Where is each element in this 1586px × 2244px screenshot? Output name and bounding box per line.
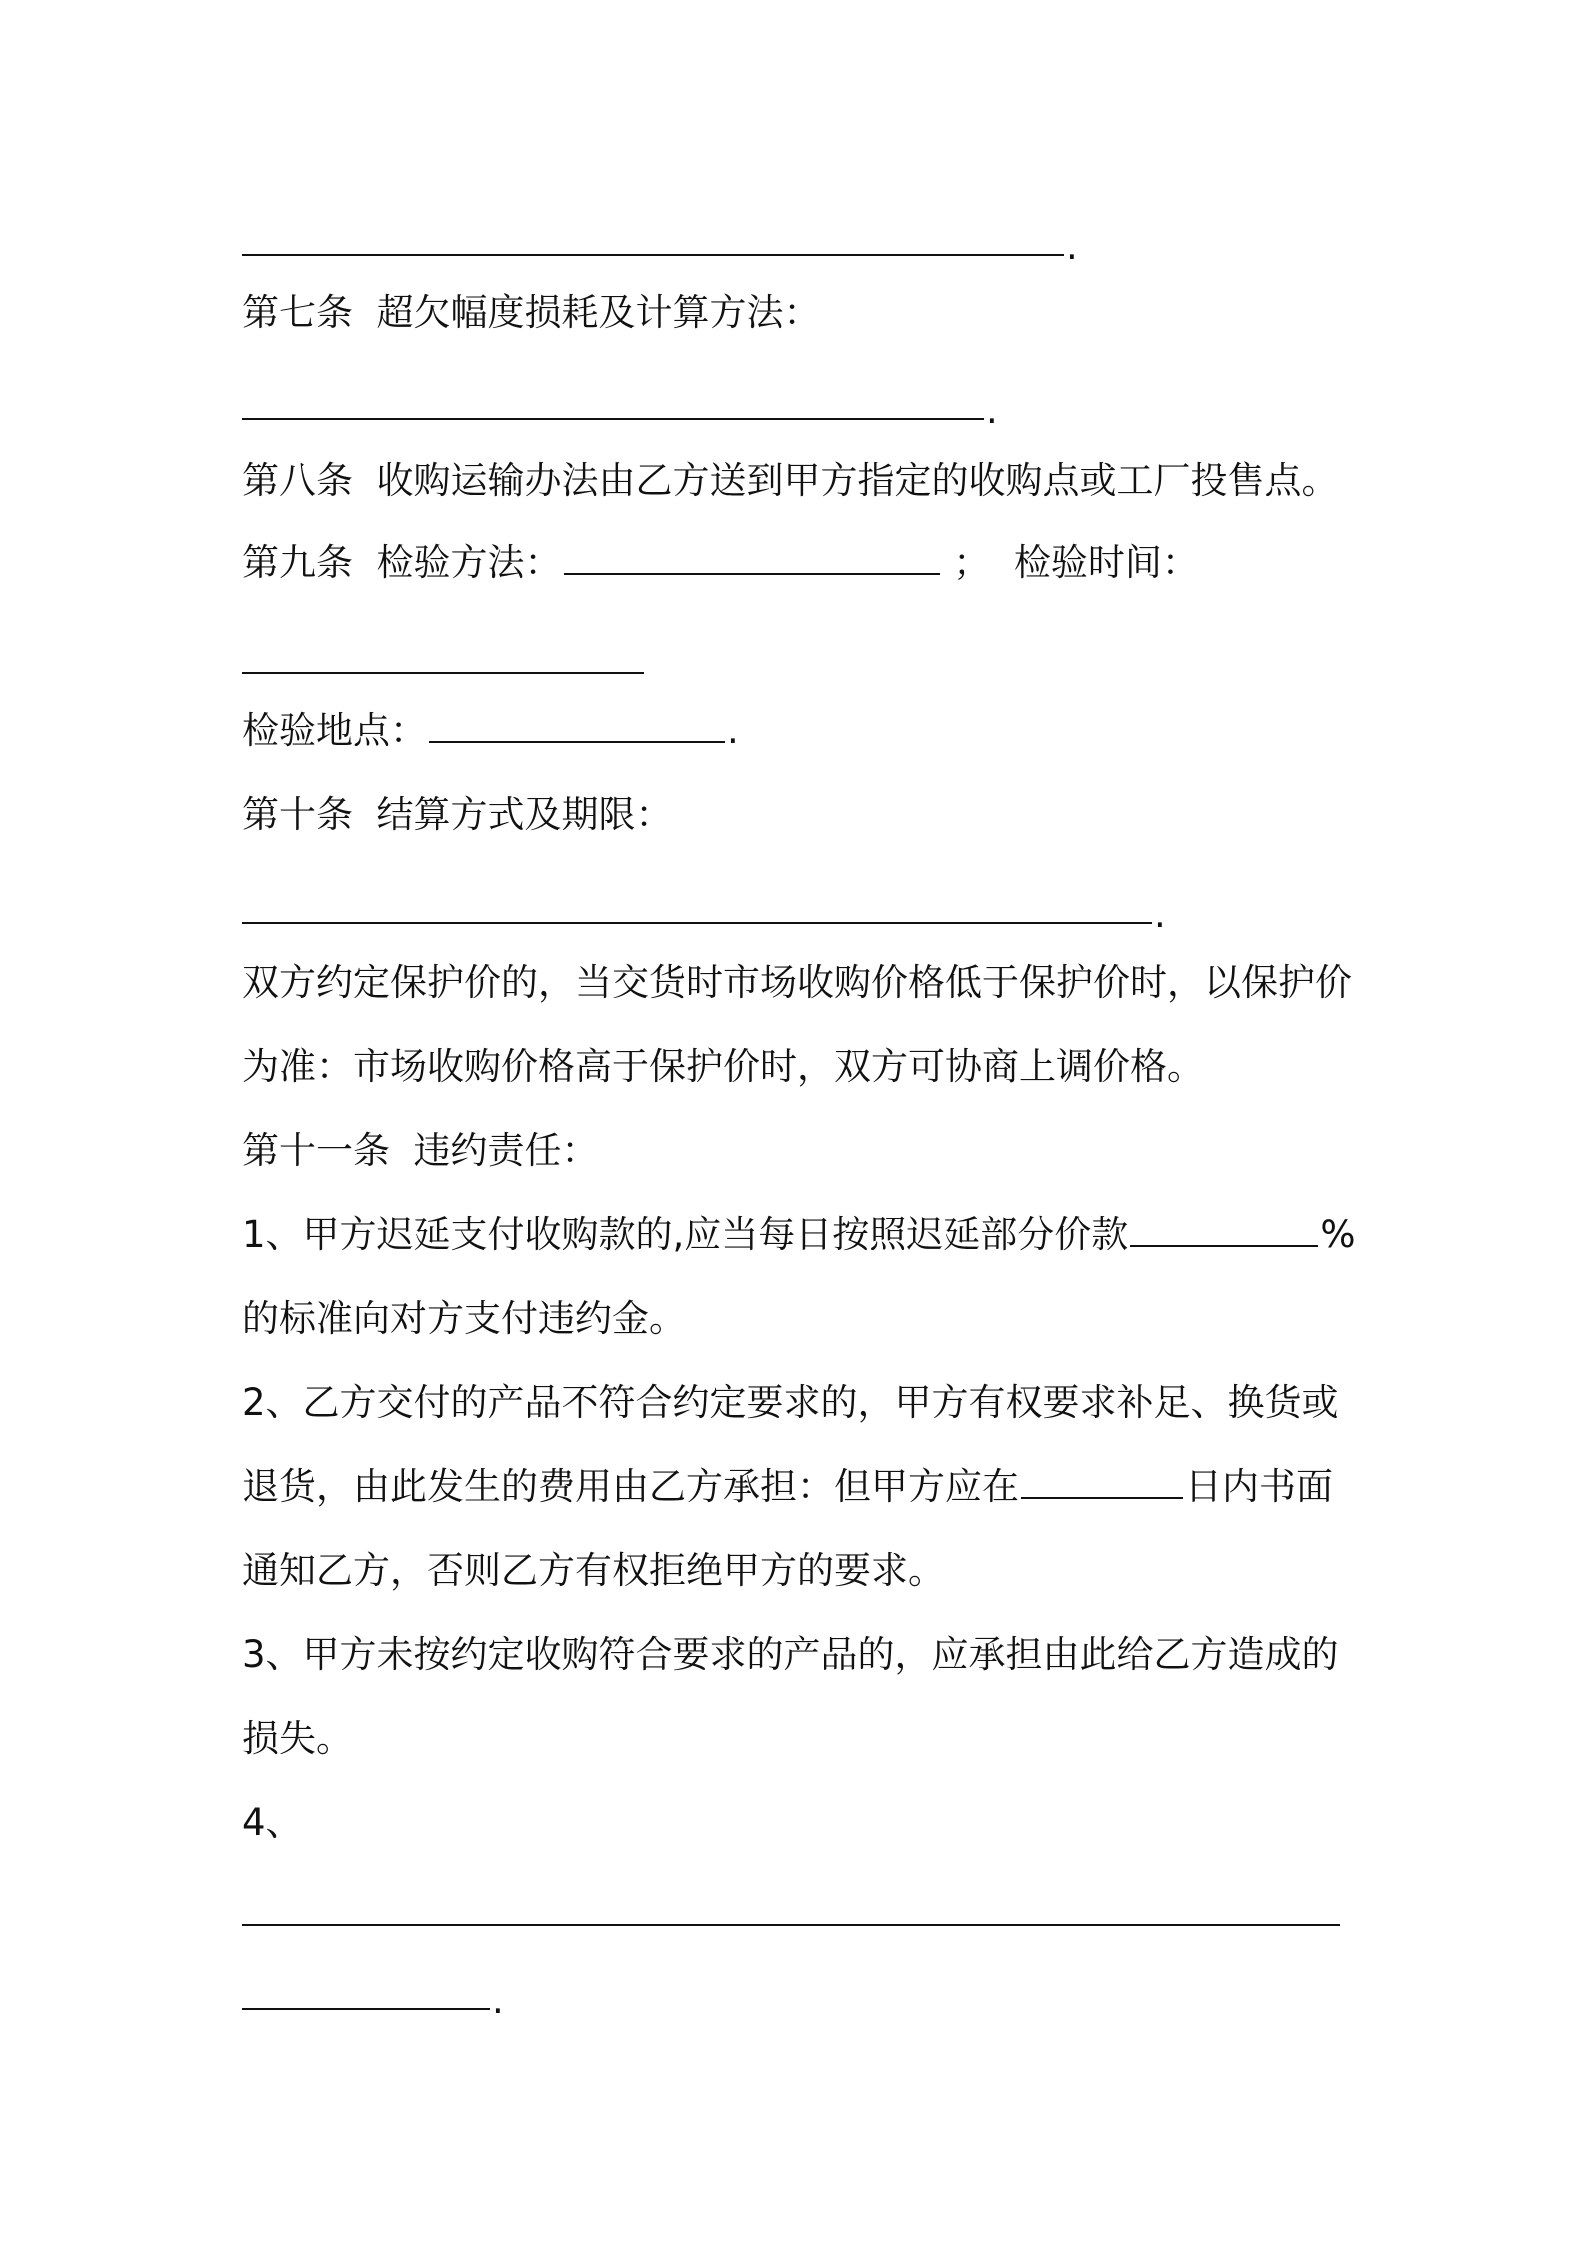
clause-3-text-2: 损失。 — [242, 1717, 353, 1760]
protection-price-line-2 — [242, 1042, 1204, 1092]
inspection-place — [242, 706, 739, 756]
inspection-time-blank — [242, 672, 644, 674]
clause-1-text-2: 的标准向对方支付违约金。 — [242, 1297, 686, 1340]
article-9-label: 第九条 — [242, 541, 353, 584]
inspection-place-label: 检验地点： — [242, 709, 427, 752]
inspection-method-blank — [564, 543, 940, 575]
clause-3-line-2 — [242, 1714, 353, 1764]
penalty-rate-blank — [1130, 1215, 1318, 1247]
clause-1-line-2 — [242, 1294, 686, 1344]
period: . — [1066, 225, 1078, 268]
article-11-label: 第十一条 — [242, 1129, 390, 1172]
article-7-heading — [242, 288, 821, 338]
period: . — [1154, 893, 1166, 936]
protection-price-text-1: 双方约定保护价的，当交货时市场收购价格低于保护价时，以保护价 — [242, 961, 1352, 1004]
article-11-heading — [242, 1126, 599, 1176]
protection-price-text-2: 为准：市场收购价格高于保护价时，双方可协商上调价格。 — [242, 1045, 1204, 1088]
clause-1-line-1 — [242, 1210, 1355, 1260]
article-7-label: 第七条 — [242, 291, 353, 334]
clause-1-text: 1、甲方迟延支付收购款的,应当每日按照迟延部分价款 — [242, 1213, 1129, 1256]
clause-2-line-1 — [242, 1378, 1339, 1428]
inspection-place-blank — [429, 711, 725, 743]
percent-sign: % — [1320, 1213, 1356, 1256]
period: . — [492, 1979, 504, 2022]
period: . — [986, 389, 998, 432]
article-8 — [242, 456, 1339, 506]
protection-price-line-1 — [242, 958, 1352, 1008]
inspection-time-label: 检验时间： — [1013, 541, 1199, 584]
clause-2-line-3 — [242, 1546, 945, 1596]
article-10-text: 结算方式及期限： — [376, 793, 673, 836]
article-11-text: 违约责任： — [413, 1129, 599, 1172]
semicolon: ； — [953, 541, 991, 584]
clause-3-text-1: 3、甲方未按约定收购符合要求的产品的，应承担由此给乙方造成的 — [242, 1633, 1339, 1676]
clause-2-line-2 — [242, 1462, 1333, 1512]
notice-days-blank — [1021, 1467, 1183, 1499]
clause-4-number: 4、 — [242, 1801, 303, 1844]
article-7-text: 超欠幅度损耗及计算方法： — [376, 291, 821, 334]
settlement-blank — [242, 922, 1152, 924]
clause-2-text-4: 通知乙方，否则乙方有权拒绝甲方的要求。 — [242, 1549, 945, 1592]
inspection-method-label: 检验方法： — [376, 541, 562, 584]
blank-line — [242, 254, 1064, 256]
article-8-label: 第八条 — [242, 459, 353, 502]
clause-4-blank-2 — [242, 2008, 490, 2010]
clause-2-text-3: 日内书面 — [1185, 1465, 1333, 1508]
article-9 — [242, 538, 1199, 588]
clause-3-line-1 — [242, 1630, 1339, 1680]
clause-4-blank-1 — [242, 1924, 1340, 1926]
clause-2-text-2: 退货，由此发生的费用由乙方承担：但甲方应在 — [242, 1465, 1019, 1508]
article-8-text: 收购运输办法由乙方送到甲方指定的收购点或工厂投售点。 — [376, 459, 1339, 502]
blank-line — [242, 418, 984, 420]
period: . — [727, 709, 739, 752]
clause-4 — [242, 1798, 303, 1848]
article-10-heading — [242, 790, 673, 840]
article-10-label: 第十条 — [242, 793, 353, 836]
clause-2-text-1: 2、乙方交付的产品不符合约定要求的，甲方有权要求补足、换货或 — [242, 1381, 1339, 1424]
